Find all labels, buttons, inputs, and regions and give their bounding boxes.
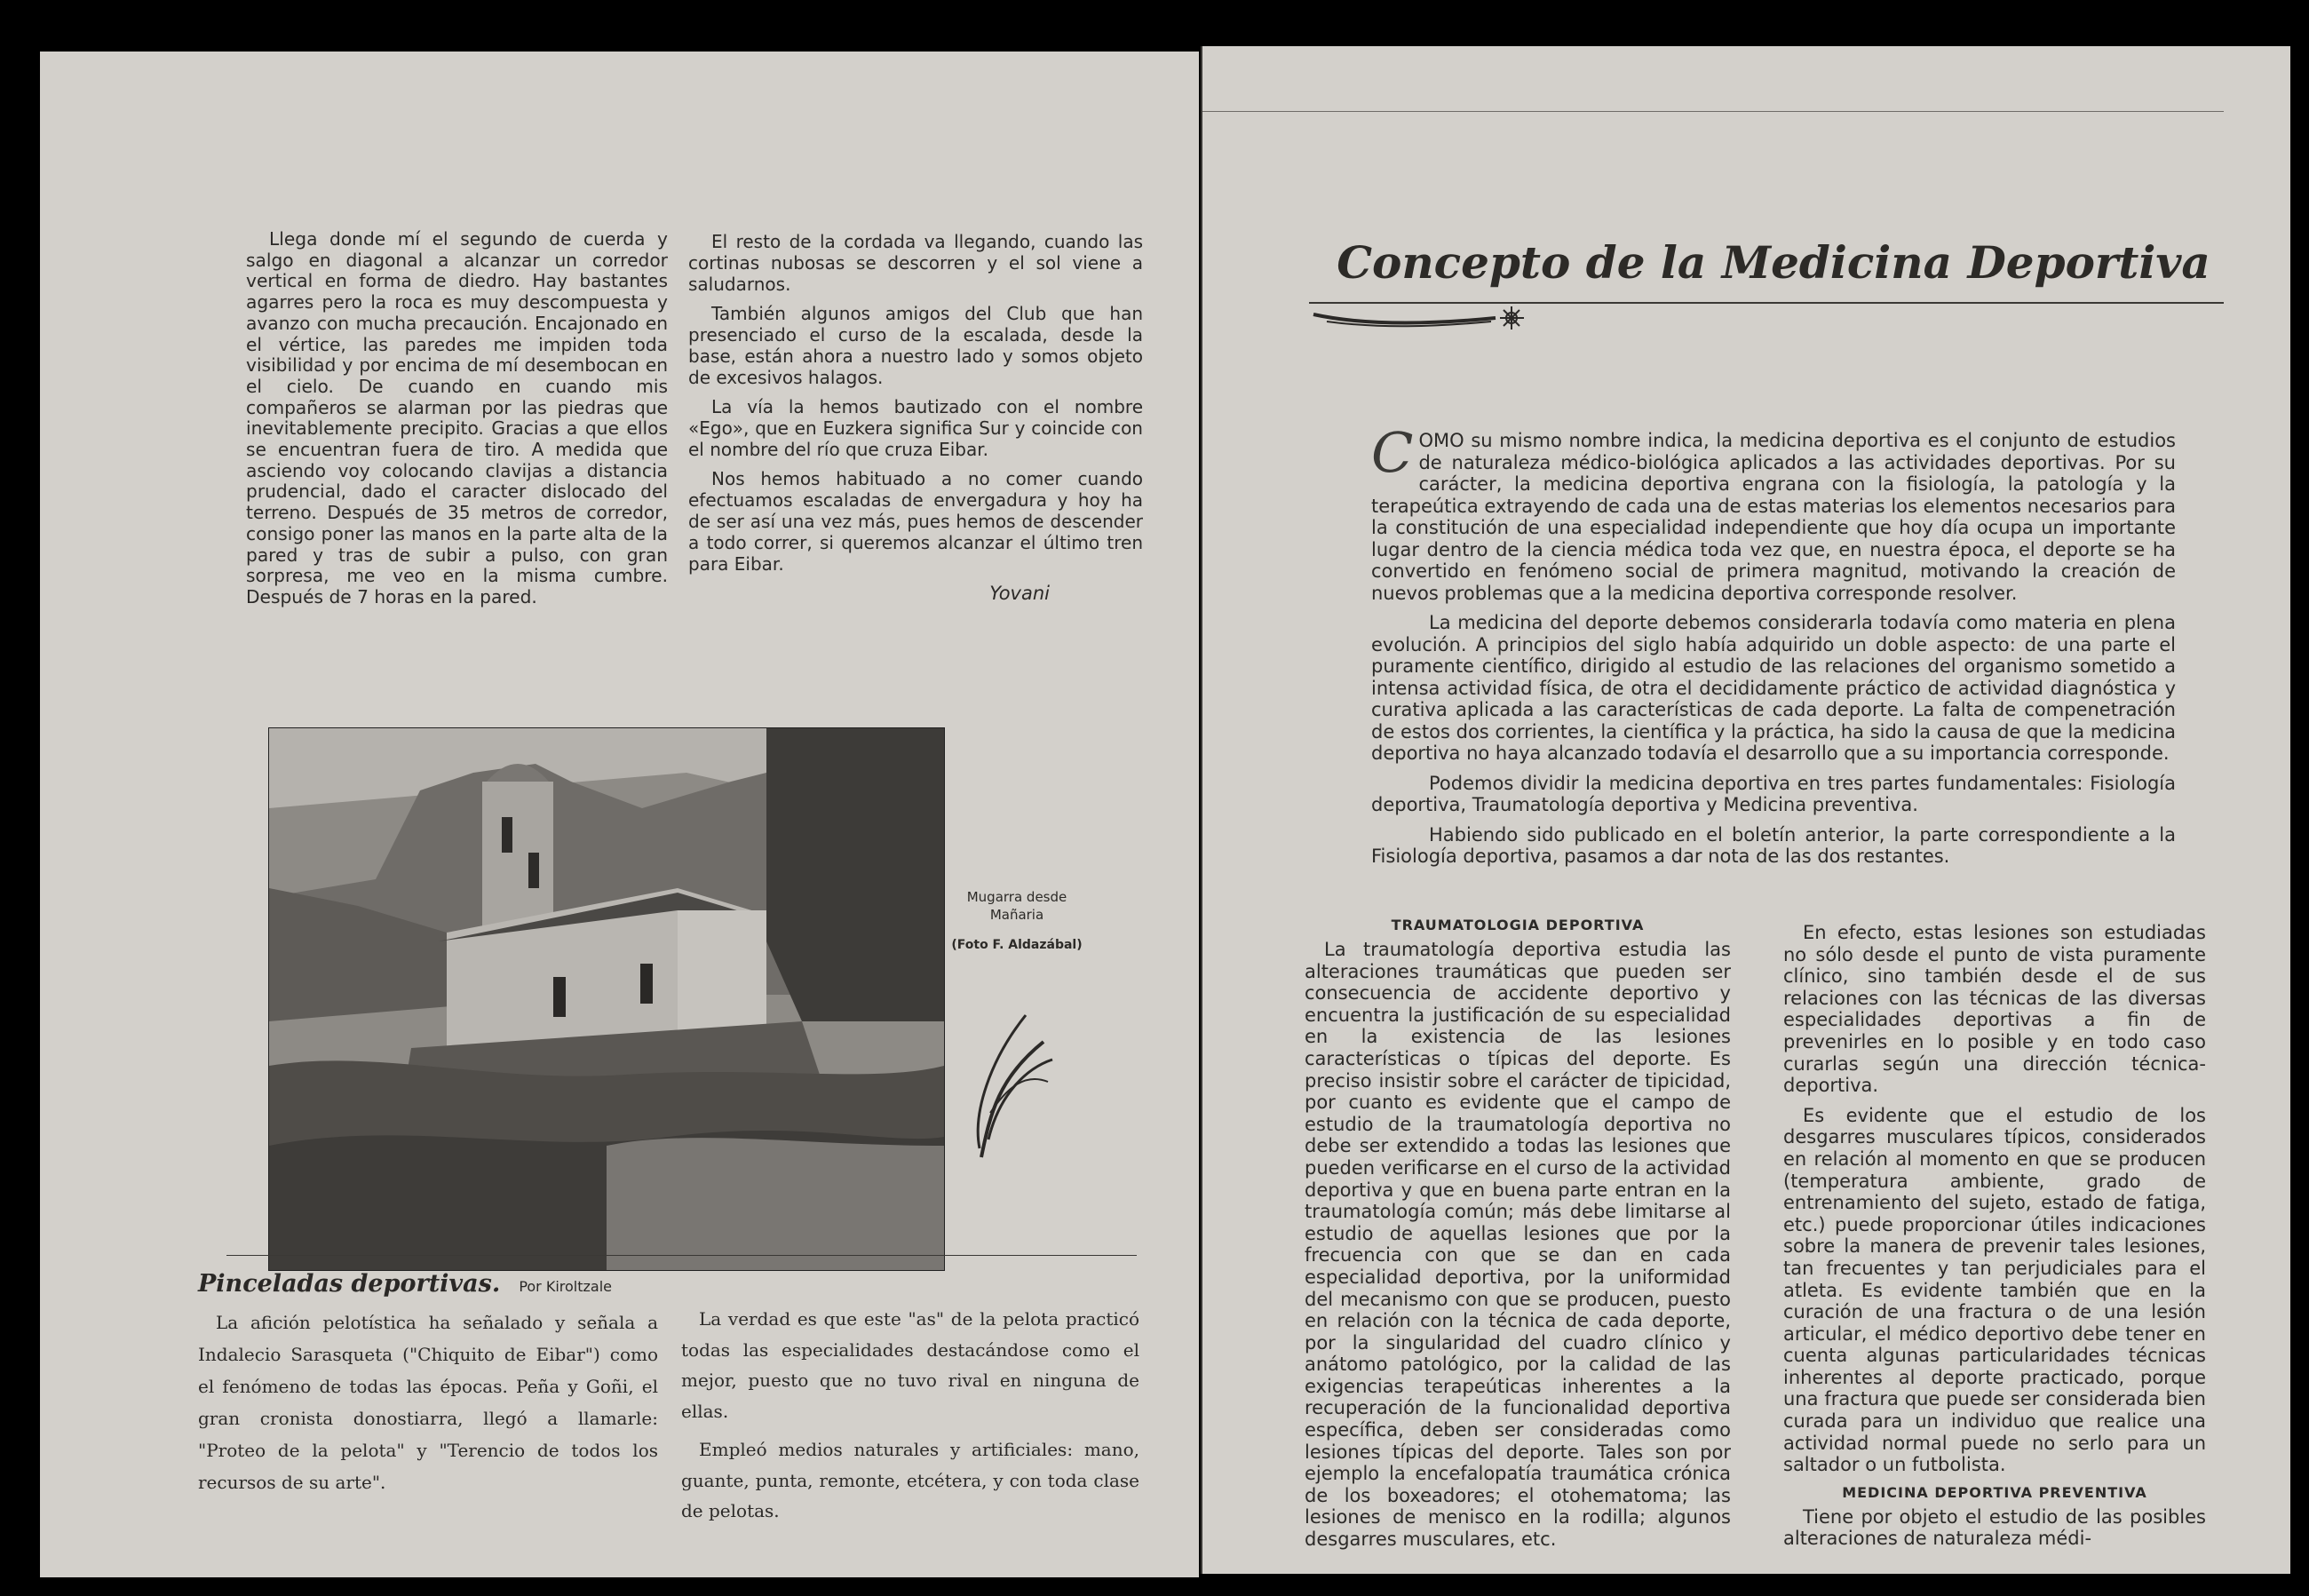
pinceladas-title: Pinceladas deportivas. [198, 1270, 501, 1298]
pinceladas-author: Por Kiroltzale [519, 1278, 613, 1295]
paragraph: También algunos amigos del Club que han presenciado el curso de la escalada, desde la base, están ahora a nuestro lado y somos objeto de excesivos halagos. [688, 303, 1143, 388]
paragraph: La medicina del deporte debemos considerarla todavía como materia en plena evolución. A principios del siglo había adquirido un doble aspecto: de una parte el puramente científico, dirigido al estudio de las relaciones del organismo sometido a intensa actividad física, de otra el decididamente práctico de actividad diagnóstica y curativa aplicada a las características de cada deporte. La falta de compenetración de estos dos corrientes, la científica y la práctica, ha sido la causa de que la medicina deportiva no haya alcanzado todavía el desarrollo que a su importancia corresponde. [1371, 612, 2176, 764]
drop-cap: C [1371, 420, 1414, 485]
leaf-ornament-icon [964, 1006, 1061, 1166]
pinceladas-heading [198, 1270, 660, 1298]
right-page [1201, 46, 2290, 1574]
paragraph: La afición pelotística ha señalado y señala a Indalecio Sarasqueta ("Chiquito de Eibar") como el fenómeno de todas las épocas. Peña y Goñi, el gran cronista donostiarra, llegó a llamarle: "Proteo de la pelota" y "Terencio de todos los recursos de su arte". [198, 1312, 658, 1493]
paragraph: Tiene por objeto el estudio de las posibles alteraciones de naturaleza médi- [1783, 1505, 2206, 1550]
paragraph: La verdad es que este "as" de la pelota practicó todas las especialidades destacándose como el mejor, puesto que no tuvo rival en ninguna de ellas. [681, 1308, 1139, 1422]
photo-caption [946, 888, 1088, 954]
section-heading-preventiva: MEDICINA DEPORTIVA PREVENTIVA [1842, 1483, 2147, 1501]
traumatologia-column-2 [1783, 922, 2206, 1558]
article-column-1 [246, 229, 668, 616]
section-divider [226, 1255, 1137, 1256]
left-page [40, 52, 1199, 1577]
paragraph: Empleó medios naturales y artificiales: mano, guante, punta, remonte, etcétera, y con toda clase de pelotas. [681, 1439, 1139, 1521]
paragraph: Habiendo sido publicado en el boletín anterior, la parte correspondiente a la Fisiología deportiva, pasamos a dar nota de las dos restantes. [1371, 823, 2176, 867]
paragraph: La vía la hemos bautizado con el nombre «Ego», que en Euzkera significa Sur y coincide con el nombre del río que cruza Eibar. [688, 396, 1143, 460]
paragraph: Es evidente que el estudio de los desgarres musculares típicos, considerados en relación al momento en que se producen (temperatura ambiente, grado de entrenamiento del sujeto, estado de fatiga, etc.) puede proporcionar útiles indicaciones sobre la manera de prevenir tales lesiones, tan frecuentes y tan perjudiciales para el atleta. Es evidente también que en la curación de una fractura o de una lesión articular, el médico deportivo debe tener en cuenta algunas particularidades técnicas inherentes al deporte practicado, porque una fractura que puede ser considerada bien curada para un individuo que realice una actividad normal puede no serlo para un saltador o un futbolista. [1783, 1104, 2206, 1476]
paragraph: Podemos dividir la medicina deportiva en tres partes fundamentales: Fisiología deportiva, Traumatología deportiva y Medicina preventiva. [1371, 772, 2176, 815]
section-heading-traumatologia: TRAUMATOLOGIA DEPORTIVA [1391, 917, 1645, 933]
intro-paragraph-1 [1371, 420, 2176, 604]
paragraph: En efecto, estas lesiones son estudiadas no sólo desde el punto de vista puramente clínico, sino también desde el de sus relaciones con las técnicas de las diversas especialidades deportivas a fin de prevenirles en lo posible y en todo caso curarlas según una dirección técnica-deportiva. [1783, 922, 2206, 1097]
paragraph: Nos hemos habituado a no comer cuando efectuamos escaladas de envergadura y hoy ha de ser así una vez más, pues hemos de descender a todo correr, si queremos alcanzar el último tren para Eibar. [688, 468, 1143, 575]
article-title: Concepto de la Medicina Deportiva [1337, 236, 2210, 289]
intro-column [1371, 420, 2176, 876]
flourish-ornament-icon [1309, 306, 1549, 341]
article-column-2 [688, 231, 1143, 604]
author-signature: Yovani [989, 583, 1050, 604]
pinceladas-column-1 [198, 1306, 658, 1506]
traumatologia-column-1 [1305, 913, 1731, 1559]
paragraph: La traumatología deportiva estudia las alteraciones traumáticas que pueden ser consecuencia de accidente deportivo y encuentra la justificación de su especialidad en la existencia de las lesiones características o típicas del deporte. Es preciso insistir sobre el carácter de tipicidad, por cuanto es evidente que el campo de estudio de la traumatología deportiva no debe ser extendido a todas las lesiones que pueden verificarse en el curso de la actividad deportiva y que en buena parte entran en la traumatología común; más debe limitarse al estudio de aquellas lesiones que por la frecuencia con que se dan en cada especialidad deportiva, por la uniformidad del mecanismo con que se producen, puesto en relación con la técnica de cada deporte, por la singularidad del cuadro clínico y anátomo patológico, por la calidad de las exigencias terapeúticas inherentes a la recuperación de la funcionalidad deportiva específica, deben ser consideradas como lesiones típicas del deporte. Tales son por ejemplo la encefalopatía traumática crónica de los boxeadores; el otohematoma; las lesiones de menisco en la rodilla; algunos desgarres musculares, etc. [1305, 939, 1731, 1551]
title-underline [1309, 302, 2224, 304]
caption-line-1: Mugarra desde [966, 889, 1067, 905]
pinceladas-column-2 [681, 1304, 1139, 1535]
intro-text: OMO su mismo nombre indica, la medicina deportiva es el conjunto de estudios de naturaleza médico-biológica aplicados a las actividades deportivas. Por su carácter, la medicina deportiva engrana con la fisiología, la patología y la terapeútica extrayendo de cada una de estas materias los elementos necesarios para la constitución de una especialidad independiente que hoy día ocupa un importante lugar dentro de la ciencia médica toda vez que, en nuestra época, el deporte se ha convertido en fenómeno social de primera magnitud, motivando la creación de nuevos problemas que a la medicina deportiva corresponde resolver. [1371, 430, 2176, 604]
church-photograph [268, 727, 945, 1271]
caption-line-2: Mañaria [989, 907, 1044, 923]
paragraph: Llega donde mí el segundo de cuerda y salgo en diagonal a alcanzar un corredor vertical en forma de diedro. Hay bastantes agarres pero la roca es muy descompuesta y avanzo con mucha precaución. Encajonado en el vértice, las paredes me impiden toda visibilidad y por encima de mí desembocan en el cielo. De cuando en cuando mis compañeros se alarman por las piedras que inevitablemente precipito. Gracias a que ellos se encuentran fuera de tiro. A medida que asciendo voy colocando clavijas a distancia prudencial, dado el caracter dislocado del terreno. Después de 35 metros de corredor, consigo poner las manos en la parte alta de la pared y tras de subir a pulso, con gran sorpresa, me veo en la misma cumbre. Después de 7 horas en la pared. [246, 228, 668, 607]
paragraph: El resto de la cordada va llegando, cuando las cortinas nubosas se descorren y el sol viene a saludarnos. [688, 231, 1143, 295]
top-rule [1202, 111, 2224, 112]
photo-credit: (Foto F. Aldazábal) [951, 938, 1083, 952]
